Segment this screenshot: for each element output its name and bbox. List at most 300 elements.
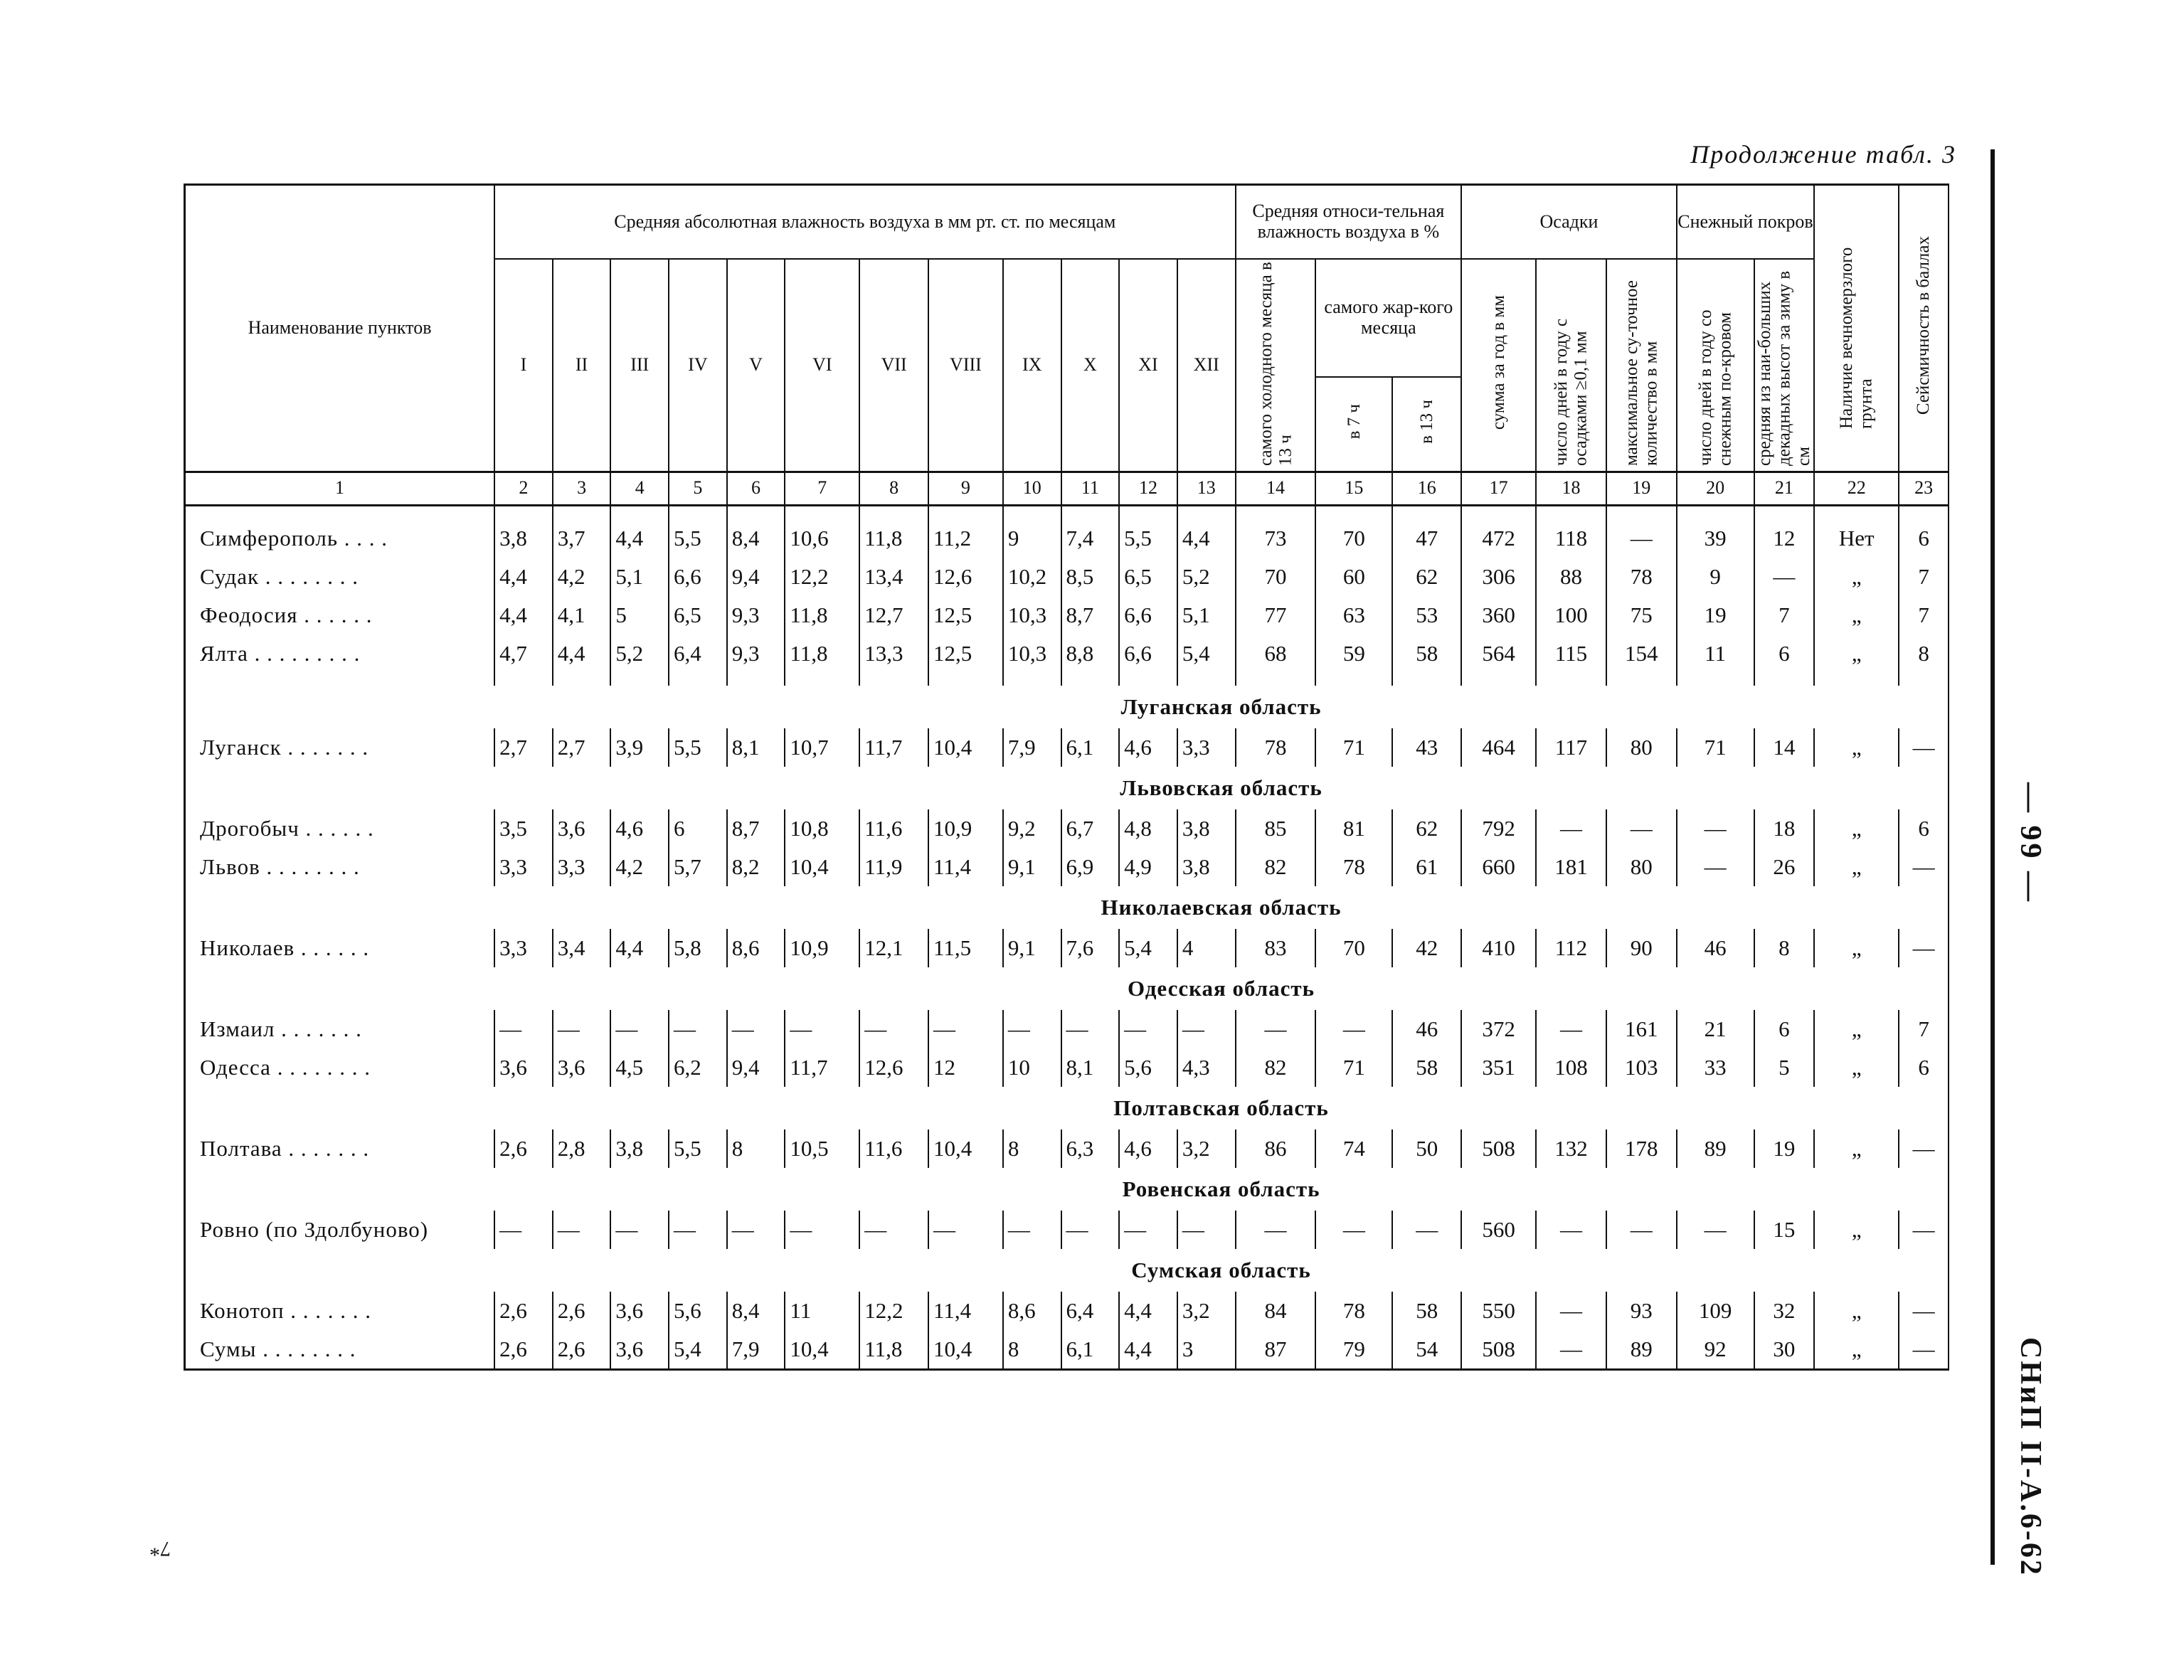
table-cell: „ — [1814, 558, 1899, 596]
table-cell: — — [928, 1211, 1003, 1249]
table-cell: — — [553, 1211, 611, 1249]
table-cell: 4,7 — [494, 634, 553, 673]
table-cell: 351 — [1461, 1048, 1536, 1087]
column-number: 7 — [785, 472, 859, 505]
month-header: VIII — [928, 259, 1003, 472]
column-number: 14 — [1236, 472, 1316, 505]
table-cell: 4,2 — [553, 558, 611, 596]
table-cell: 10,2 — [1003, 558, 1061, 596]
table-cell: — — [1392, 1211, 1461, 1249]
table-cell: 6,5 — [669, 596, 727, 634]
table-cell: „ — [1814, 1292, 1899, 1330]
month-header: IV — [669, 259, 727, 472]
table-cell: 8 — [1899, 634, 1949, 673]
table-cell: „ — [1814, 809, 1899, 848]
table-cell: 3,2 — [1177, 1129, 1236, 1168]
table-cell: „ — [1814, 596, 1899, 634]
table-cell: 2,8 — [553, 1129, 611, 1168]
region-heading-row — [185, 1087, 1949, 1129]
table-cell: 178 — [1606, 1129, 1677, 1168]
table-cell: — — [1061, 1010, 1120, 1048]
table-cell: — — [1606, 1211, 1677, 1249]
table-cell: 118 — [1536, 519, 1606, 558]
table-cell: 7,9 — [727, 1330, 785, 1370]
table-cell: 82 — [1236, 1048, 1316, 1087]
table-cell: 6,1 — [1061, 728, 1120, 767]
table-cell: 6,9 — [1061, 848, 1120, 886]
table-cell: 11,6 — [859, 1129, 928, 1168]
table-cell: 8 — [727, 1129, 785, 1168]
table-cell: 43 — [1392, 728, 1461, 767]
table-cell: 78 — [1315, 848, 1392, 886]
table-cell: 71 — [1315, 728, 1392, 767]
table-cell: 10,4 — [928, 1129, 1003, 1168]
month-header: III — [610, 259, 669, 472]
table-cell: 132 — [1536, 1129, 1606, 1168]
table-cell: 115 — [1536, 634, 1606, 673]
table-cell: 5,7 — [669, 848, 727, 886]
table-cell: — — [785, 1010, 859, 1048]
table-row — [185, 809, 1949, 848]
table-cell: 4,4 — [1119, 1330, 1177, 1370]
table-cell: 5,4 — [1119, 929, 1177, 967]
table-cell: — — [1119, 1211, 1177, 1249]
table-cell: 10,3 — [1003, 634, 1061, 673]
table-cell: 6,3 — [1061, 1129, 1120, 1168]
table-cell: „ — [1814, 1129, 1899, 1168]
table-cell: 82 — [1236, 848, 1316, 886]
table-cell: 6,4 — [669, 634, 727, 673]
table-row — [185, 929, 1949, 967]
column-number: 11 — [1061, 472, 1120, 505]
table-cell: 3,8 — [1177, 848, 1236, 886]
table-cell: 59 — [1315, 634, 1392, 673]
table-cell: 4,4 — [1177, 519, 1236, 558]
table-cell: — — [1899, 929, 1949, 967]
table-cell: 7,4 — [1061, 519, 1120, 558]
column-number: 8 — [859, 472, 928, 505]
place-name: Николаев . . . . . . — [185, 929, 495, 967]
table-cell: 8,7 — [1061, 596, 1120, 634]
table-cell: 12,5 — [928, 596, 1003, 634]
table-cell: 46 — [1677, 929, 1754, 967]
table-cell: 2,6 — [494, 1129, 553, 1168]
table-cell: 10,9 — [928, 809, 1003, 848]
table-cell: 472 — [1461, 519, 1536, 558]
table-cell: 5,5 — [669, 728, 727, 767]
table-cell: 10,3 — [1003, 596, 1061, 634]
table-cell: 8,6 — [727, 929, 785, 967]
table-cell: 89 — [1677, 1129, 1754, 1168]
table-cell: 54 — [1392, 1330, 1461, 1370]
place-name: Сумы . . . . . . . . — [185, 1330, 495, 1370]
table-cell: „ — [1814, 634, 1899, 673]
table-cell: „ — [1814, 848, 1899, 886]
table-cell: 410 — [1461, 929, 1536, 967]
table-cell: 12,2 — [785, 558, 859, 596]
table-cell: 10,4 — [928, 728, 1003, 767]
table-cell: — — [859, 1010, 928, 1048]
table-cell: — — [669, 1211, 727, 1249]
column-number: 16 — [1392, 472, 1461, 505]
region-heading: Николаевская область — [494, 886, 1949, 929]
table-row — [185, 1129, 1949, 1168]
header-precip-days: число дней в году с осадками ≥0,1 мм — [1536, 259, 1606, 472]
table-cell: 5,6 — [669, 1292, 727, 1330]
table-cell: 5,8 — [669, 929, 727, 967]
table-cell: 3,6 — [494, 1048, 553, 1087]
table-cell: 5,1 — [610, 558, 669, 596]
table-cell: 6,5 — [1119, 558, 1177, 596]
table-cell: 58 — [1392, 634, 1461, 673]
header-7h: в 7 ч — [1315, 377, 1392, 472]
table-cell: 103 — [1606, 1048, 1677, 1087]
table-cell: — — [1536, 1211, 1606, 1249]
place-name: Одесса . . . . . . . . — [185, 1048, 495, 1087]
table-cell: 71 — [1677, 728, 1754, 767]
table-cell: 6,6 — [1119, 634, 1177, 673]
table-cell: — — [1754, 558, 1815, 596]
table-cell: 10,4 — [928, 1330, 1003, 1370]
table-cell: 8,4 — [727, 519, 785, 558]
table-cell: — — [610, 1211, 669, 1249]
month-header: IX — [1003, 259, 1061, 472]
table-row — [185, 558, 1949, 596]
table-cell: 3,7 — [553, 519, 611, 558]
table-row — [185, 728, 1949, 767]
table-cell: 12 — [1754, 519, 1815, 558]
table-cell: 58 — [1392, 1048, 1461, 1087]
table-cell: — — [1536, 1292, 1606, 1330]
table-cell: 77 — [1236, 596, 1316, 634]
table-cell: 81 — [1315, 809, 1392, 848]
header-snow-height: средняя из наи-больших декадных высот за зиму в см — [1754, 259, 1815, 472]
table-cell: Нет — [1814, 519, 1899, 558]
table-cell: 11,5 — [928, 929, 1003, 967]
table-cell: 11,7 — [785, 1048, 859, 1087]
region-heading-row — [185, 1249, 1949, 1292]
table-cell: 13,4 — [859, 558, 928, 596]
column-number: 2 — [494, 472, 553, 505]
table-cell: 19 — [1754, 1129, 1815, 1168]
table-cell: 6 — [1754, 1010, 1815, 1048]
table-cell: 11,8 — [859, 1330, 928, 1370]
table-cell: 60 — [1315, 558, 1392, 596]
table-cell: 10,4 — [785, 1330, 859, 1370]
table-cell: 5,2 — [610, 634, 669, 673]
table-cell: 3 — [1177, 1330, 1236, 1370]
place-name: Луганск . . . . . . . — [185, 728, 495, 767]
table-cell: 10,5 — [785, 1129, 859, 1168]
place-name: Конотоп . . . . . . . — [185, 1292, 495, 1330]
table-cell: 8,4 — [727, 1292, 785, 1330]
table-cell: — — [1899, 1292, 1949, 1330]
table-cell: 11,2 — [928, 519, 1003, 558]
table-cell: — — [610, 1010, 669, 1048]
table-cell: 9,3 — [727, 634, 785, 673]
table-cell: 10,7 — [785, 728, 859, 767]
place-name: Полтава . . . . . . . — [185, 1129, 495, 1168]
table-row — [185, 519, 1949, 558]
table-cell: „ — [1814, 1048, 1899, 1087]
table-cell: 10,8 — [785, 809, 859, 848]
continuation-label: Продолжение табл. 3 — [1690, 140, 1956, 169]
table-cell: 6,1 — [1061, 1330, 1120, 1370]
table-cell: 78 — [1315, 1292, 1392, 1330]
place-name: Судак . . . . . . . . — [185, 558, 495, 596]
table-cell: 7 — [1899, 596, 1949, 634]
table-cell: — — [1536, 1010, 1606, 1048]
header-snow-days: число дней в году со снежным по-кровом — [1677, 259, 1754, 472]
table-cell: 4,4 — [553, 634, 611, 673]
table-cell: 372 — [1461, 1010, 1536, 1048]
table-cell: 8 — [1003, 1129, 1061, 1168]
table-cell: — — [1899, 848, 1949, 886]
table-cell: 62 — [1392, 809, 1461, 848]
table-cell: 2,6 — [494, 1292, 553, 1330]
table-cell: 11,8 — [785, 634, 859, 673]
table-cell: — — [1061, 1211, 1120, 1249]
header-precip: Осадки — [1461, 185, 1676, 260]
month-header: XI — [1119, 259, 1177, 472]
table-cell: „ — [1814, 728, 1899, 767]
table-row — [185, 1211, 1949, 1249]
table-cell: 12,6 — [859, 1048, 928, 1087]
table-cell: — — [785, 1211, 859, 1249]
table-cell: 8,6 — [1003, 1292, 1061, 1330]
page-edge-rule — [1990, 149, 1995, 1565]
table-cell: 11,8 — [785, 596, 859, 634]
table-cell: 3,3 — [494, 929, 553, 967]
table-cell: 5 — [610, 596, 669, 634]
table-cell: 181 — [1536, 848, 1606, 886]
table-cell: 8,7 — [727, 809, 785, 848]
table-cell: 6 — [1899, 519, 1949, 558]
table-cell: 73 — [1236, 519, 1316, 558]
table-cell: 3,8 — [610, 1129, 669, 1168]
header-hot-month: самого жар-кого месяца — [1315, 259, 1461, 377]
table-cell: 6,2 — [669, 1048, 727, 1087]
table-cell: 9 — [1003, 519, 1061, 558]
table-cell: 3,3 — [1177, 728, 1236, 767]
table-cell: 87 — [1236, 1330, 1316, 1370]
column-number: 17 — [1461, 472, 1536, 505]
month-header: VI — [785, 259, 859, 472]
table-cell: — — [494, 1010, 553, 1048]
table-cell: — — [1899, 1330, 1949, 1370]
table-cell: — — [1677, 1211, 1754, 1249]
table-cell: 53 — [1392, 596, 1461, 634]
table-cell: 9,4 — [727, 558, 785, 596]
table-cell: 5,5 — [1119, 519, 1177, 558]
table-cell: 8,5 — [1061, 558, 1120, 596]
table-cell: 30 — [1754, 1330, 1815, 1370]
table-cell: „ — [1814, 929, 1899, 967]
month-header: X — [1061, 259, 1120, 472]
table-cell: 12,5 — [928, 634, 1003, 673]
table-cell: 10,4 — [785, 848, 859, 886]
table-cell: 117 — [1536, 728, 1606, 767]
table-cell: 9,2 — [1003, 809, 1061, 848]
region-heading-row — [185, 1168, 1949, 1211]
table-cell: 80 — [1606, 848, 1677, 886]
signature-mark: 7* — [149, 1537, 171, 1561]
table-cell: 108 — [1536, 1048, 1606, 1087]
table-cell: 14 — [1754, 728, 1815, 767]
table-cell: 5,6 — [1119, 1048, 1177, 1087]
region-heading: Львовская область — [494, 767, 1949, 809]
table-cell: 39 — [1677, 519, 1754, 558]
table-row — [185, 1292, 1949, 1330]
table-cell: — — [859, 1211, 928, 1249]
table-cell: 5,5 — [669, 1129, 727, 1168]
table-cell: 7,9 — [1003, 728, 1061, 767]
document-code: СНиП II-А.6-62 — [2014, 1337, 2047, 1577]
table-cell: — — [494, 1211, 553, 1249]
table-cell: — — [1177, 1010, 1236, 1048]
table-cell: 4,4 — [610, 519, 669, 558]
place-name: Ялта . . . . . . . . . — [185, 634, 495, 673]
table-cell: 71 — [1315, 1048, 1392, 1087]
table-cell: 7,6 — [1061, 929, 1120, 967]
column-number: 3 — [553, 472, 611, 505]
table-cell: 4,4 — [1119, 1292, 1177, 1330]
header-snow: Снежный покров — [1677, 185, 1815, 260]
table-cell: — — [1315, 1010, 1392, 1048]
table-row — [185, 1010, 1949, 1048]
header-seismic: Сейсмичность в баллах — [1899, 185, 1949, 472]
table-cell: — — [1899, 1211, 1949, 1249]
column-number: 21 — [1754, 472, 1815, 505]
climate-table — [184, 184, 1961, 1563]
table-cell: 78 — [1236, 728, 1316, 767]
table-cell: 11,8 — [859, 519, 928, 558]
table-cell: 4,5 — [610, 1048, 669, 1087]
column-number: 9 — [928, 472, 1003, 505]
table-cell: 32 — [1754, 1292, 1815, 1330]
table-cell: 9 — [1677, 558, 1754, 596]
table-cell: 58 — [1392, 1292, 1461, 1330]
humidity-precip-table — [184, 184, 1949, 1371]
table-cell: 33 — [1677, 1048, 1754, 1087]
column-number: 19 — [1606, 472, 1677, 505]
table-cell: 8,1 — [727, 728, 785, 767]
column-number: 18 — [1536, 472, 1606, 505]
table-cell: 4,8 — [1119, 809, 1177, 848]
table-cell: 3,5 — [494, 809, 553, 848]
table-cell: 109 — [1677, 1292, 1754, 1330]
table-cell: 6 — [1899, 1048, 1949, 1087]
column-number: 1 — [185, 472, 495, 505]
place-name: Львов . . . . . . . . — [185, 848, 495, 886]
table-cell: 4,4 — [610, 929, 669, 967]
table-cell: 3,6 — [553, 1048, 611, 1087]
table-cell: 3,2 — [1177, 1292, 1236, 1330]
column-number: 6 — [727, 472, 785, 505]
table-cell: 10 — [1003, 1048, 1061, 1087]
column-number: 15 — [1315, 472, 1392, 505]
table-cell: 360 — [1461, 596, 1536, 634]
table-cell: 88 — [1536, 558, 1606, 596]
table-cell: 154 — [1606, 634, 1677, 673]
table-cell: 4,4 — [494, 558, 553, 596]
table-cell: 42 — [1392, 929, 1461, 967]
table-cell: 6,6 — [1119, 596, 1177, 634]
table-cell: 5,2 — [1177, 558, 1236, 596]
region-heading: Полтавская область — [494, 1087, 1949, 1129]
table-row — [185, 1048, 1949, 1087]
table-cell: 550 — [1461, 1292, 1536, 1330]
table-cell: — — [727, 1211, 785, 1249]
table-cell: — — [669, 1010, 727, 1048]
table-cell: 11,4 — [928, 1292, 1003, 1330]
table-cell: 100 — [1536, 596, 1606, 634]
table-cell: 3,4 — [553, 929, 611, 967]
table-cell: 11,9 — [859, 848, 928, 886]
table-cell: 7 — [1899, 1010, 1949, 1048]
table-cell: — — [1236, 1010, 1316, 1048]
table-cell: 3,9 — [610, 728, 669, 767]
table-cell: 12,2 — [859, 1292, 928, 1330]
header-cold-month: самого холодного месяца в 13 ч — [1236, 259, 1316, 472]
table-cell: 70 — [1315, 519, 1392, 558]
table-cell: 8,1 — [1061, 1048, 1120, 1087]
table-cell: 12 — [928, 1048, 1003, 1087]
table-cell: — — [1677, 809, 1754, 848]
table-cell: 9,4 — [727, 1048, 785, 1087]
table-row — [185, 1330, 1949, 1370]
month-header: I — [494, 259, 553, 472]
table-cell: 92 — [1677, 1330, 1754, 1370]
month-header: V — [727, 259, 785, 472]
column-number: 10 — [1003, 472, 1061, 505]
table-cell: 85 — [1236, 809, 1316, 848]
table-cell: — — [1606, 809, 1677, 848]
table-cell: 4,6 — [1119, 1129, 1177, 1168]
table-cell: 3,8 — [1177, 809, 1236, 848]
column-number: 20 — [1677, 472, 1754, 505]
header-name: Наименование пунктов — [185, 185, 495, 472]
month-header: VII — [859, 259, 928, 472]
table-cell: 8,2 — [727, 848, 785, 886]
table-cell: — — [1003, 1010, 1061, 1048]
table-cell: — — [1236, 1211, 1316, 1249]
table-cell: 5,4 — [669, 1330, 727, 1370]
table-cell: 792 — [1461, 809, 1536, 848]
table-cell: 80 — [1606, 728, 1677, 767]
table-cell: „ — [1814, 1211, 1899, 1249]
table-cell: 4,9 — [1119, 848, 1177, 886]
table-cell: 46 — [1392, 1010, 1461, 1048]
place-name: Ровно (по Здолбуново) — [185, 1211, 495, 1249]
table-cell: 508 — [1461, 1129, 1536, 1168]
table-cell: 161 — [1606, 1010, 1677, 1048]
table-cell: 5 — [1754, 1048, 1815, 1087]
table-cell: 11,6 — [859, 809, 928, 848]
table-cell: — — [1536, 809, 1606, 848]
table-cell: 6 — [1754, 634, 1815, 673]
table-cell: 10,6 — [785, 519, 859, 558]
table-cell: 93 — [1606, 1292, 1677, 1330]
month-header: XII — [1177, 259, 1236, 472]
spacer-row — [185, 505, 1949, 519]
table-cell: — — [1536, 1330, 1606, 1370]
table-cell: 112 — [1536, 929, 1606, 967]
table-cell: 6,6 — [669, 558, 727, 596]
place-name: Феодосия . . . . . . — [185, 596, 495, 634]
table-cell: 3,3 — [553, 848, 611, 886]
table-cell: 9,1 — [1003, 848, 1061, 886]
